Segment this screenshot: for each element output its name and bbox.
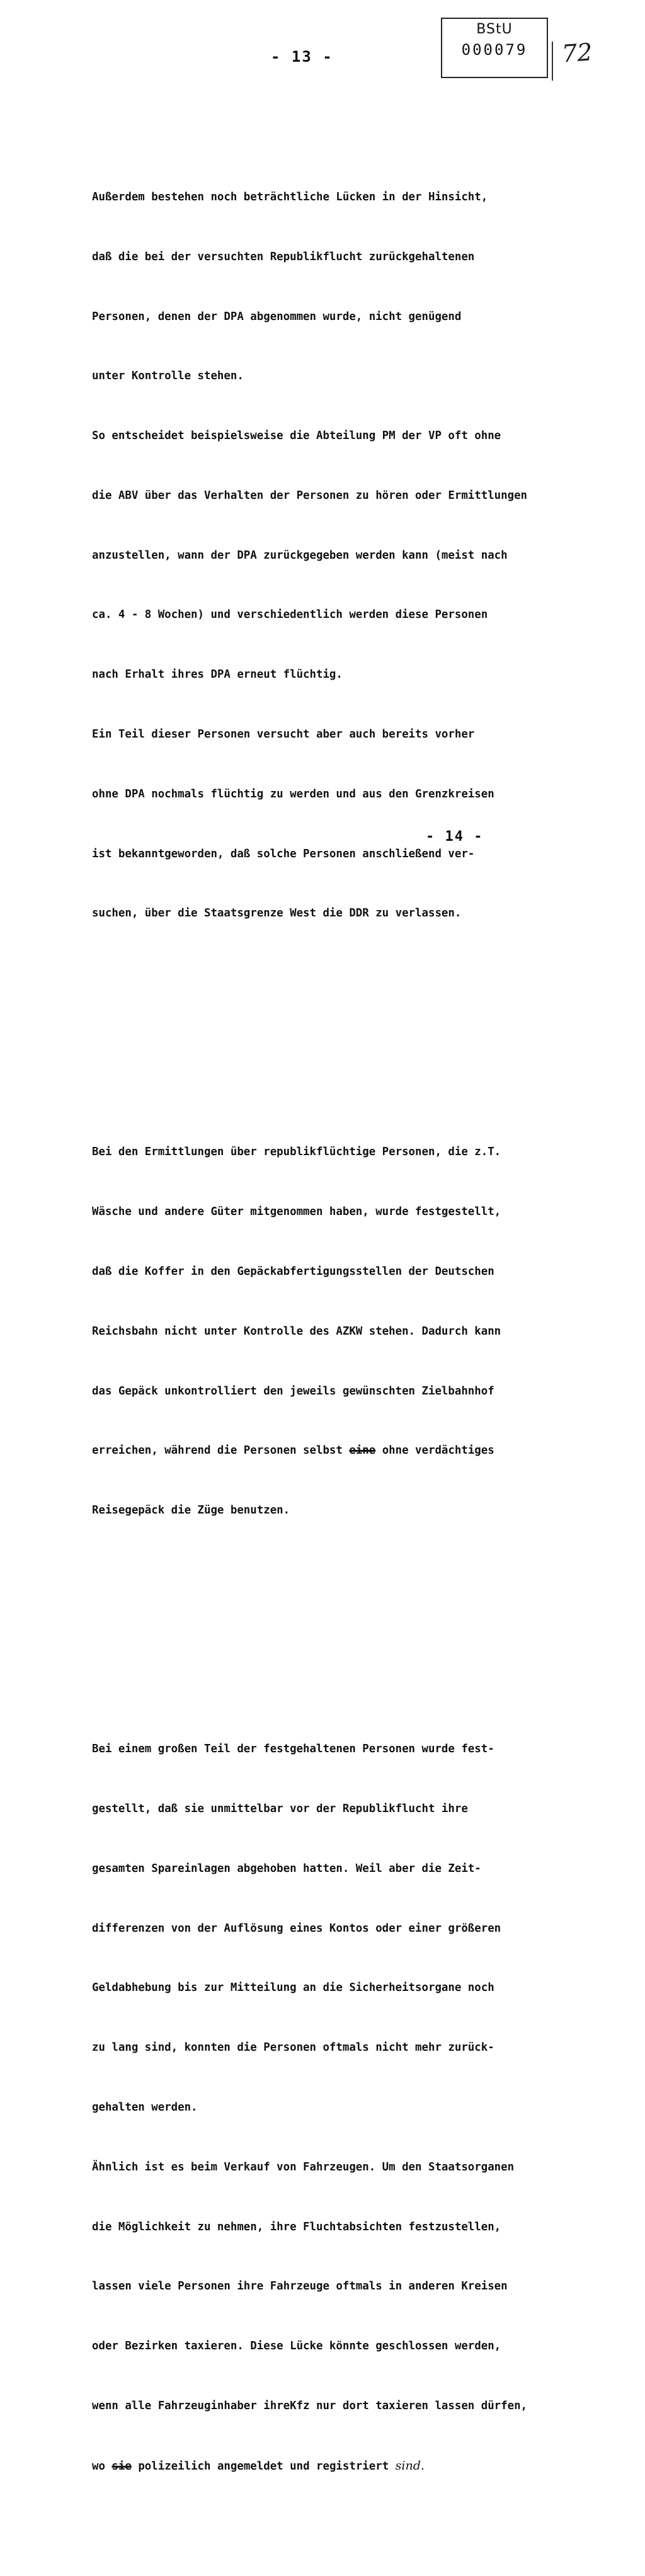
text-line: unter Kontrolle stehen. xyxy=(92,370,244,383)
text-line: Ähnlich ist es beim Verkauf von Fahrzeugen. Um den Staatsorganen xyxy=(92,2160,515,2174)
text-line: Wäsche und andere Güter mitgenommen haben, wurde festgestellt, xyxy=(92,1205,501,1219)
text-line: Personen, denen der DPA abgenommen wurde, nicht genügend xyxy=(92,310,462,323)
text-line: anzustellen, wann der DPA zurückgegeben werden kann (meist nach xyxy=(92,549,508,562)
page-number-top: - 13 - xyxy=(271,48,333,66)
text-line: ist bekanntgeworden, daß solche Personen anschließend ver- xyxy=(92,847,475,860)
stamp-number: 000079 xyxy=(461,41,528,59)
text-line: Außerdem bestehen noch beträchtliche Lücken in der Hinsicht, xyxy=(92,190,488,203)
text-line-final xyxy=(92,2456,640,2477)
handwritten-insertion: sind. xyxy=(395,2458,425,2473)
paragraph-spacer xyxy=(92,1621,640,1641)
text-line: das Gepäck unkontrolliert den jeweils gewünschten Zielbahnhof xyxy=(92,1384,494,1398)
paragraph-1 xyxy=(92,148,640,964)
text-segment: erreichen, während die Personen selbst xyxy=(92,1444,350,1457)
text-line: ca. 4 - 8 Wochen) und verschiedentlich werden diese Personen xyxy=(92,608,488,622)
paragraph-2 xyxy=(92,1103,640,1561)
text-line: Geldabhebung bis zur Mitteilung an die Sicherheitsorgane noch xyxy=(92,1981,494,1995)
text-line: gesamten Spareinlagen abgehoben hatten. Weil aber die Zeit- xyxy=(92,1862,481,1875)
text-line: Ein Teil dieser Personen versucht aber auch bereits vorher xyxy=(92,728,475,741)
text-line: daß die bei der versuchten Republikflucht zurückgehaltenen xyxy=(92,250,475,263)
folio-divider xyxy=(552,42,553,81)
text-line: Reichsbahn nicht unter Kontrolle des AZKW stehen. Dadurch kann xyxy=(92,1325,501,1338)
text-line: So entscheidet beispielsweise die Abteilung PM der VP oft ohne xyxy=(92,430,501,443)
stamp-agency: BStU xyxy=(476,21,513,37)
text-segment: ohne verdächtiges xyxy=(375,1444,494,1457)
struck-word: eine xyxy=(349,1444,376,1457)
paragraph-3 xyxy=(92,1700,640,2516)
text-line: die Möglichkeit zu nehmen, ihre Fluchtabsichten festzustellen, xyxy=(92,2220,501,2233)
archive-stamp xyxy=(441,18,548,78)
text-line: die ABV über das Verhalten der Personen zu hören oder Ermittlungen xyxy=(92,489,528,502)
text-line: nach Erhalt ihres DPA erneut flüchtig. xyxy=(92,668,343,681)
text-line: Bei einem großen Teil der festgehaltenen Personen wurde fest- xyxy=(92,1743,494,1756)
struck-word: sie xyxy=(111,2459,132,2473)
text-line: zu lang sind, konnten die Personen oftmals nicht mehr zurück- xyxy=(92,2041,494,2055)
text-line: oder Bezirken taxieren. Diese Lücke könnte geschlossen werden, xyxy=(92,2340,501,2353)
paragraph-spacer xyxy=(92,1023,640,1044)
body-text xyxy=(92,88,640,2576)
text-segment: wo xyxy=(92,2459,112,2473)
text-line: suchen, über die Staatsgrenze West die DDR zu verlassen. xyxy=(92,907,462,920)
text-segment: polizeilich angemeldet und registriert xyxy=(131,2459,396,2473)
text-line: lassen viele Personen ihre Fahrzeuge oftmals in anderen Kreisen xyxy=(92,2280,508,2293)
next-page-number: - 14 - xyxy=(426,829,484,845)
text-line: gehalten werden. xyxy=(92,2100,198,2114)
text-line: daß die Koffer in den Gepäckabfertigungsstellen der Deutschen xyxy=(92,1265,494,1279)
text-line: wenn alle Fahrzeuginhaber ihreKfz nur dort taxieren lassen dürfen, xyxy=(92,2399,528,2412)
text-line: gestellt, daß sie unmittelbar vor der Republikflucht ihre xyxy=(92,1803,468,1816)
text-line: Bei den Ermittlungen über republikflüchtige Personen, die z.T. xyxy=(92,1146,501,1159)
handwritten-folio-number: 72 xyxy=(561,38,593,68)
text-line-with-strikethrough xyxy=(92,1441,640,1461)
text-line: differenzen von der Auflösung eines Kontos oder einer größeren xyxy=(92,1922,501,1935)
text-line: ohne DPA nochmals flüchtig zu werden und aus den Grenzkreisen xyxy=(92,787,494,801)
text-line: Reisegepäck die Züge benutzen. xyxy=(92,1504,290,1517)
